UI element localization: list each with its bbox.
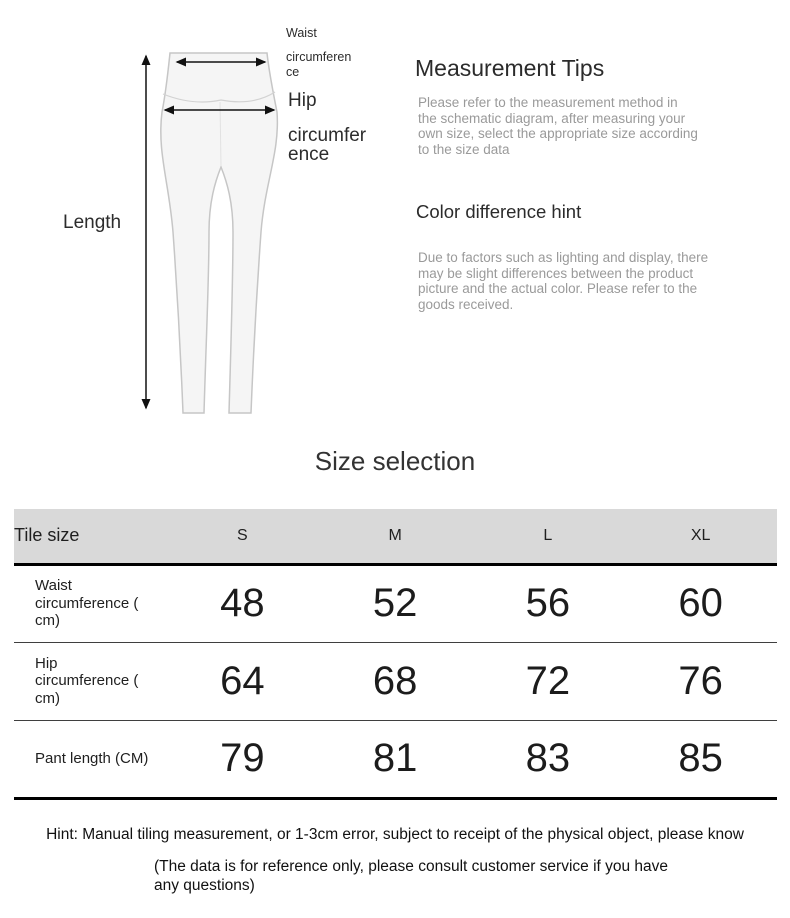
- waist-circumference-line1: circumferen: [286, 50, 352, 64]
- tips-body-line: to the size data: [418, 141, 510, 157]
- waist-value-l: 56: [525, 581, 571, 625]
- row-label-pant-length: Pant length (CM): [35, 749, 149, 767]
- waist-circumference-line2: ce: [286, 65, 300, 79]
- tips-body-line: Please refer to the measurement method in: [418, 95, 678, 110]
- hip-circumference-label: [288, 126, 366, 164]
- reference-only-hint: [154, 858, 694, 895]
- row-label-waist: Waist circumference ( cm): [35, 577, 139, 630]
- tile-size-header: Tile size: [14, 525, 80, 546]
- size-table-header-row: [14, 509, 777, 564]
- length-value-m: 81: [372, 736, 418, 780]
- table-row-pant-length: [14, 720, 777, 798]
- color-difference-hint-title: Color difference hint: [416, 201, 582, 222]
- waist-circumference-label: [286, 50, 351, 80]
- column-header-m: M: [388, 526, 402, 544]
- length-label: Length: [63, 212, 122, 233]
- hip-circumference-line2: ence: [288, 144, 330, 165]
- length-value-xl: 85: [678, 736, 723, 780]
- waist-value-xl: 60: [678, 581, 723, 625]
- table-row-waist: [14, 564, 777, 642]
- size-selection-title: Size selection: [314, 446, 476, 476]
- tips-body-line: the schematic diagram, after measuring your: [418, 110, 686, 126]
- hip-value-s: 64: [220, 658, 265, 703]
- color-hint-line: picture and the actual color. Please refer to the: [418, 281, 698, 296]
- measurement-tips-body: [418, 95, 698, 157]
- measurement-diagram-section: [0, 0, 790, 440]
- hip-label: Hip: [288, 90, 317, 111]
- hip-value-xl: 76: [678, 658, 723, 703]
- length-value-l: 83: [525, 736, 571, 780]
- hip-value-m: 68: [372, 658, 418, 703]
- size-table: [14, 509, 777, 800]
- color-hint-line: goods received.: [418, 296, 514, 312]
- color-hint-line: Due to factors such as lighting and display, there: [418, 250, 709, 265]
- tips-body-line: own size, select the appropriate size according: [418, 126, 698, 141]
- waist-value-s: 48: [220, 581, 265, 625]
- measurement-tips-title: Measurement Tips: [415, 55, 605, 81]
- waist-label: Waist: [286, 26, 317, 40]
- column-header-s: S: [237, 526, 248, 544]
- waist-value-m: 52: [372, 581, 418, 625]
- leggings-diagram: [115, 10, 415, 440]
- color-difference-hint-body: [418, 250, 708, 312]
- column-header-xl: XL: [690, 526, 711, 544]
- table-row-hip: [14, 642, 777, 720]
- hip-circumference-line1: circumfer: [288, 125, 367, 146]
- row-label-hip: Hip circumference ( cm): [35, 654, 139, 707]
- column-header-l: L: [543, 526, 553, 544]
- reference-hint-line2: any questions): [154, 876, 255, 894]
- length-value-s: 79: [220, 736, 265, 780]
- color-hint-line: may be slight differences between the product: [418, 265, 694, 281]
- reference-hint-line1: (The data is for reference only, please consult customer service if you have: [154, 858, 669, 875]
- hip-value-l: 72: [525, 658, 571, 703]
- leggings-outline: [161, 53, 278, 413]
- measurement-error-hint: Hint: Manual tiling measurement, or 1-3cm error, subject to receipt of the physical object, please know: [46, 826, 744, 843]
